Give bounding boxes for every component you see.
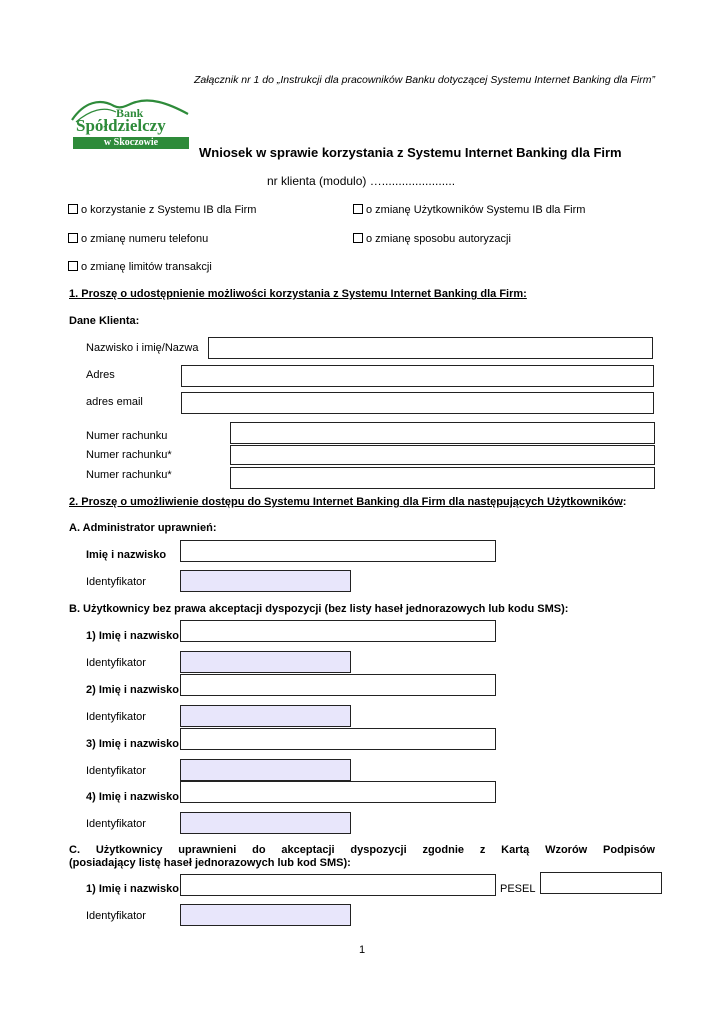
user-b4-id-field[interactable] [180, 812, 351, 834]
client-number-label: nr klienta (modulo) …...................... [267, 174, 456, 188]
account-field[interactable] [230, 422, 655, 444]
logo-text-location: w Skoczowie [73, 137, 189, 149]
option-change-phone[interactable]: o zmianę numeru telefonu [68, 233, 208, 245]
user-c1-pesel-field[interactable] [540, 872, 662, 894]
form-title: Wniosek w sprawie korzystania z Systemu Internet Banking dla Firm [199, 145, 622, 160]
option-change-users[interactable]: o zmianę Użytkowników Systemu IB dla Firm [353, 204, 585, 216]
user-c1-pesel-label: PESEL [500, 883, 536, 895]
checkbox-icon[interactable] [68, 233, 78, 243]
user-b2-name-field[interactable] [180, 674, 496, 696]
admin-name-label: Imię i nazwisko [86, 549, 167, 561]
email-field[interactable] [181, 392, 654, 414]
address-label: Adres [86, 369, 115, 381]
user-b1-id-field[interactable] [180, 651, 351, 673]
user-c1-id-label: Identyfikator [86, 910, 146, 922]
client-name-label: Nazwisko i imię/Nazwa [86, 342, 199, 354]
client-name-field[interactable] [208, 337, 653, 359]
logo-text-bank: Bank [116, 106, 144, 120]
account3-field[interactable] [230, 467, 655, 489]
admin-id-label: Identyfikator [86, 576, 146, 588]
checkbox-icon[interactable] [353, 204, 363, 214]
user-b2-id-field[interactable] [180, 705, 351, 727]
account-label: Numer rachunku [86, 430, 168, 442]
user-b1-id-label: Identyfikator [86, 657, 146, 669]
user-b4-id-label: Identyfikator [86, 818, 146, 830]
client-data-label: Dane Klienta: [69, 315, 140, 327]
users-c-heading-line2: (posiadający listę haseł jednorazowych lub kod SMS): [69, 857, 351, 869]
logo-text-cooperative: Spółdzielczy [76, 116, 166, 135]
user-b3-name-label: 3) Imię i nazwisko [86, 738, 179, 750]
user-c1-id-field[interactable] [180, 904, 351, 926]
user-c1-name-field[interactable] [180, 874, 496, 896]
user-b2-id-label: Identyfikator [86, 711, 146, 723]
user-b4-name-label: 4) Imię i nazwisko [86, 791, 179, 803]
account2-field[interactable] [230, 445, 655, 465]
user-b3-id-label: Identyfikator [86, 765, 146, 777]
section1-heading: 1. Proszę o udostępnienie możliwości korzystania z Systemu Internet Banking dla Firm: [69, 288, 527, 300]
address-field[interactable] [181, 365, 654, 387]
user-b1-name-label: 1) Imię i nazwisko [86, 630, 179, 642]
users-c-heading-line1: C. Użytkownicy uprawnieni do akceptacji dyspozycji zgodnie z Kartą Wzorów Podpisów [69, 844, 655, 856]
users-b-heading: B. Użytkownicy bez prawa akceptacji dyspozycji (bez listy haseł jednorazowych lub kodu SMS): [69, 603, 569, 615]
user-b1-name-field[interactable] [180, 620, 496, 642]
section2-heading: 2. Proszę o umożliwienie dostępu do Systemu Internet Banking dla Firm dla następujących Użytkowników: [69, 496, 627, 508]
option-change-auth[interactable]: o zmianę sposobu autoryzacji [353, 233, 511, 245]
user-b3-id-field[interactable] [180, 759, 351, 781]
account2-label: Numer rachunku* [86, 449, 172, 461]
checkbox-icon[interactable] [68, 261, 78, 271]
admin-id-field[interactable] [180, 570, 351, 592]
user-c1-name-label: 1) Imię i nazwisko [86, 883, 179, 895]
email-label: adres email [86, 396, 143, 408]
option-use[interactable]: o korzystanie z Systemu IB dla Firm [68, 204, 256, 216]
user-b4-name-field[interactable] [180, 781, 496, 803]
admin-heading: A. Administrator uprawnień: [69, 522, 217, 534]
checkbox-icon[interactable] [68, 204, 78, 214]
user-b2-name-label: 2) Imię i nazwisko [86, 684, 179, 696]
account3-label: Numer rachunku* [86, 469, 172, 481]
option-change-limits[interactable]: o zmianę limitów transakcji [68, 261, 212, 273]
checkbox-icon[interactable] [353, 233, 363, 243]
annex-note: Załącznik nr 1 do „Instrukcji dla pracowników Banku dotyczącej Systemu Internet Banking dla Firm” [193, 74, 655, 86]
page-number: 1 [358, 944, 366, 956]
user-b3-name-field[interactable] [180, 728, 496, 750]
bank-logo [70, 96, 190, 152]
admin-name-field[interactable] [180, 540, 496, 562]
